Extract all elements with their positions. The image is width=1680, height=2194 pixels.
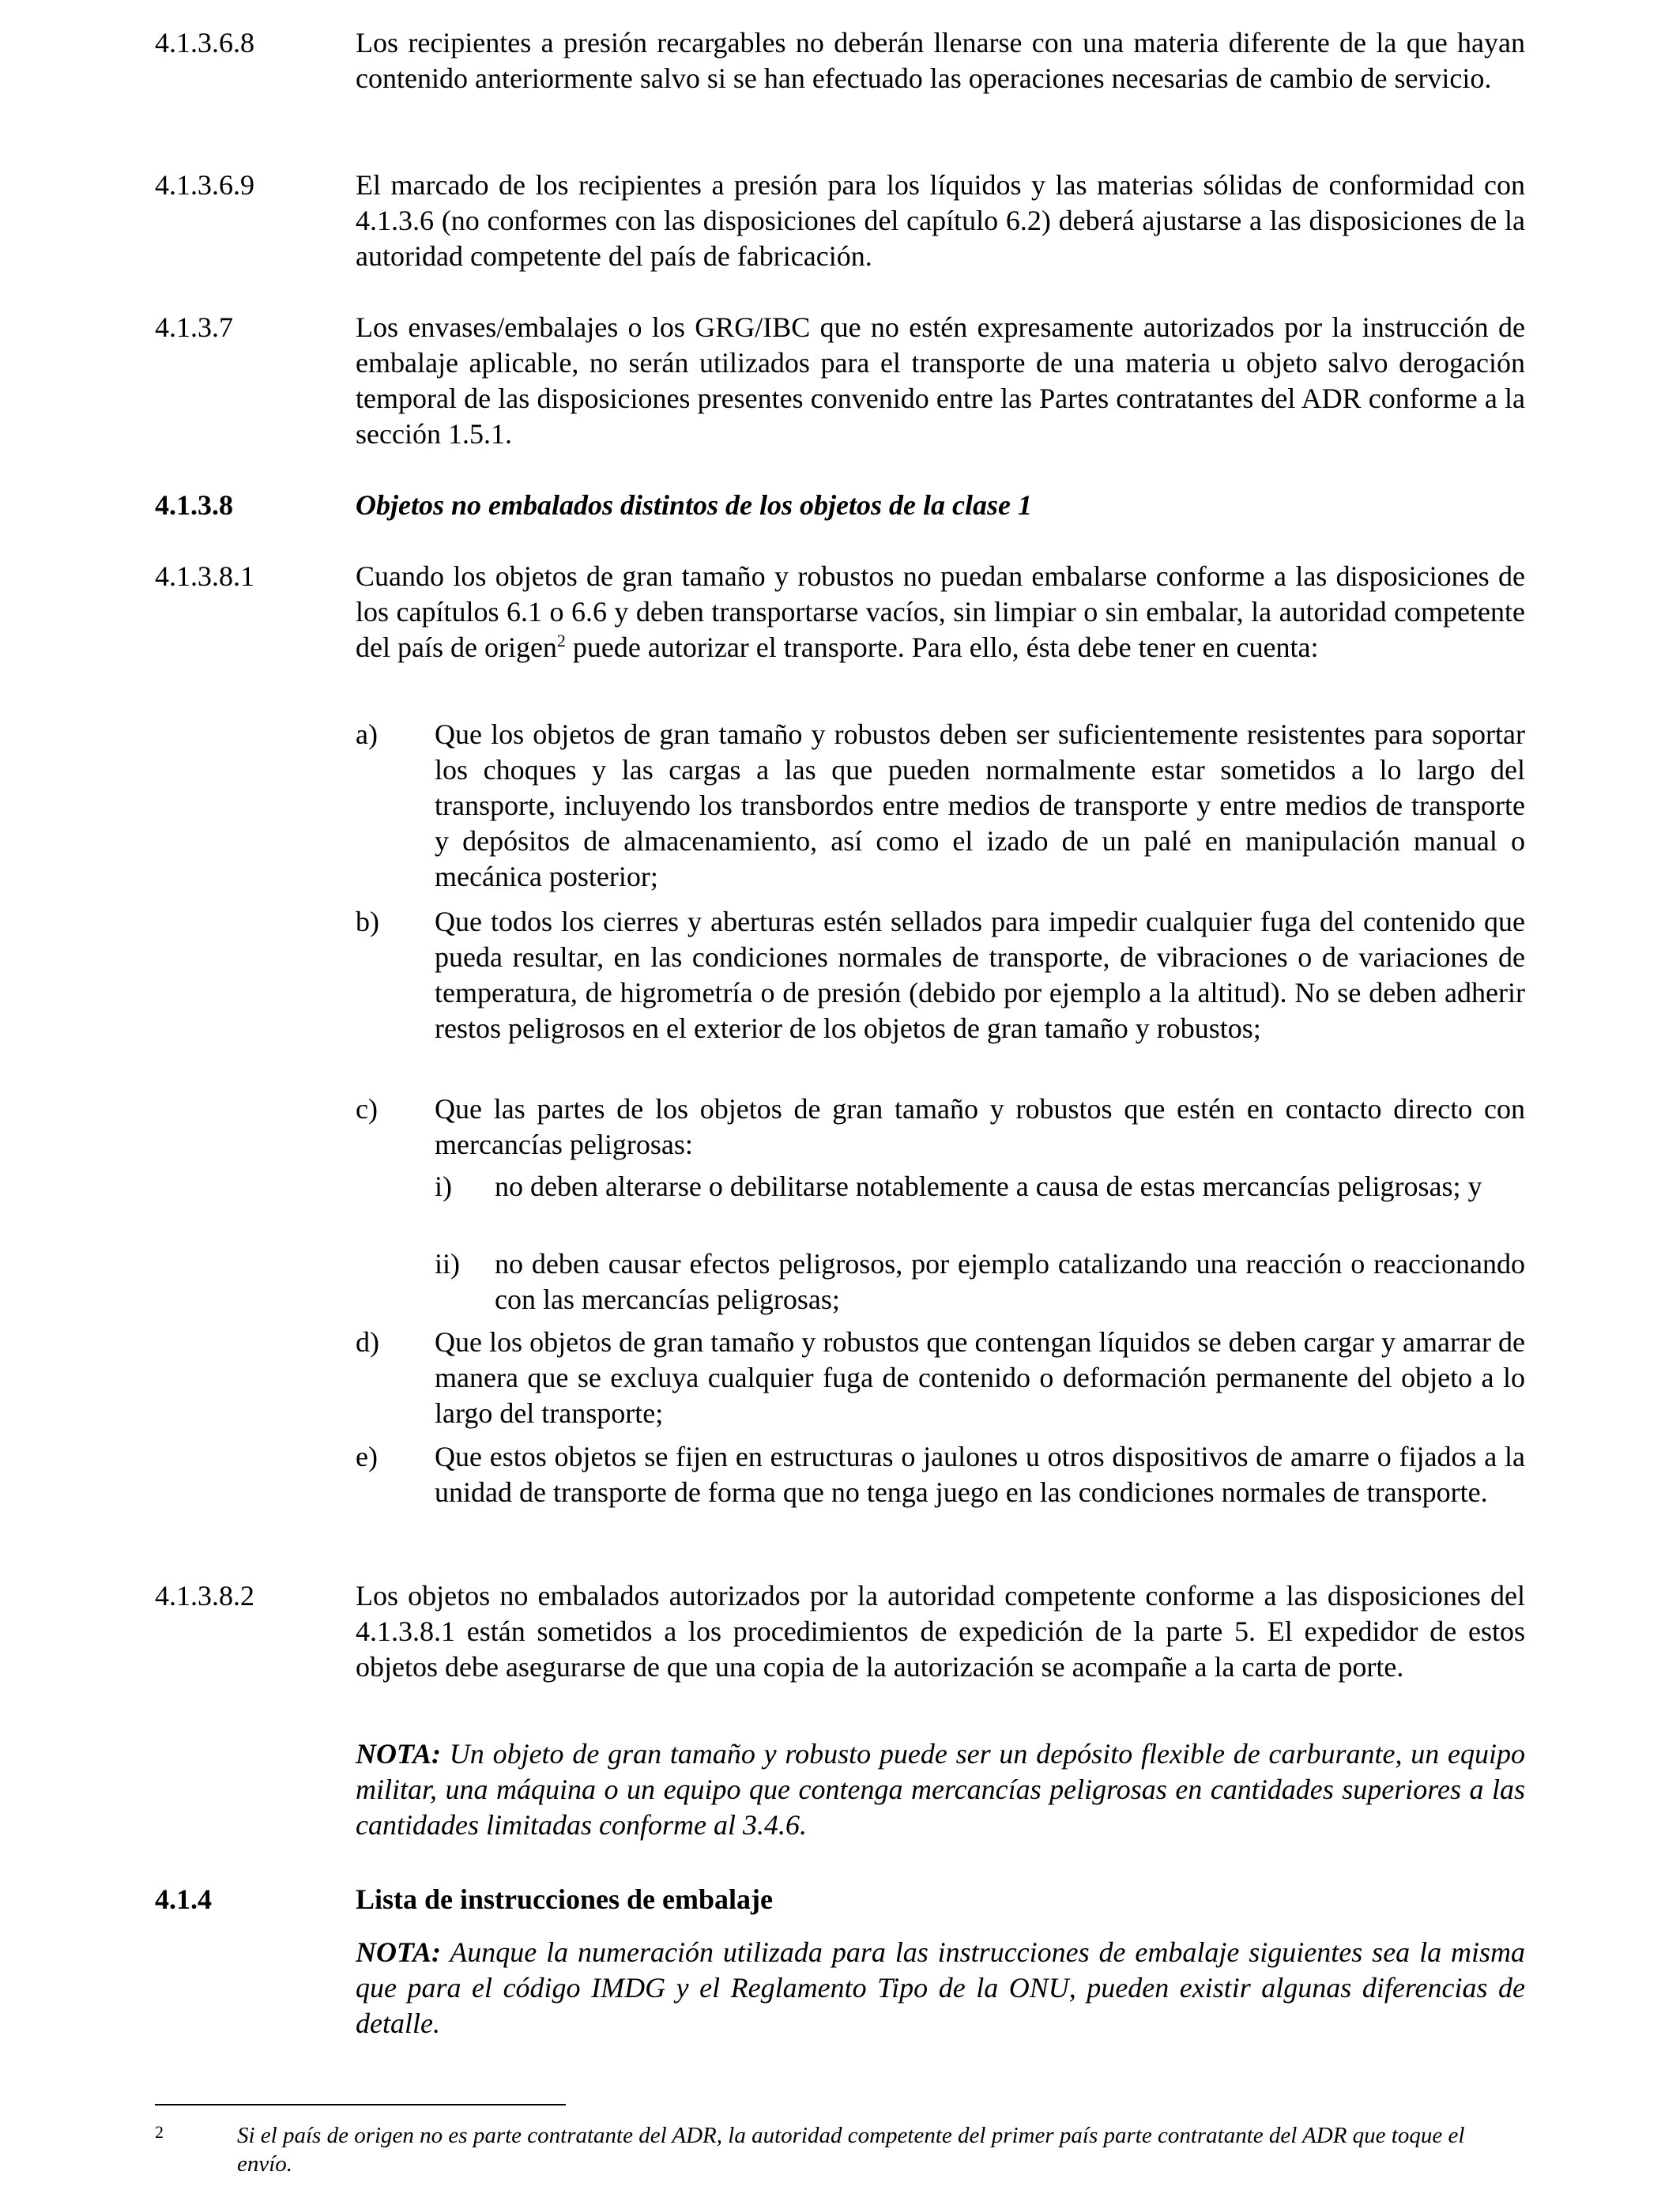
list-item-label: e): [356, 1441, 378, 1472]
paragraph-number: 4.1.3.7: [155, 311, 233, 343]
paragraph-text: Los objetos no embalados autorizados por la autoridad competente conforme a las disposiciones del 4.1.3.8.1 están sometidos a los procedimientos de expedición de la parte 5. El expedidor de estos objetos debe asegurarse de que una copia de la autorización se acompañe a la carta de porte.: [356, 1580, 1525, 1683]
footnote-mark: 2: [155, 2122, 164, 2142]
list-item-label: c): [356, 1093, 378, 1125]
list-item-text: Que los objetos de gran tamaño y robustos que contengan líquidos se deben cargar y amarrar de manera que se excluya cualquier fuga de contenido o deformación permanente del objeto a lo largo del transporte;: [435, 1326, 1525, 1429]
heading-title: Lista de instrucciones de embalaje: [356, 1883, 773, 1915]
list-item-label: b): [356, 906, 379, 937]
paragraph-number: 4.1.3.6.8: [155, 27, 254, 58]
note-text: Aunque la numeración utilizada para las instrucciones de embalaje siguientes sea la misma que para el código IMDG y el Reglamento Tipo de la ONU, pueden existir algunas diferencias de detalle.: [356, 1936, 1525, 2039]
list-item-label: a): [356, 718, 378, 750]
paragraph-text: El marcado de los recipientes a presión para los líquidos y las materias sólidas de conformidad con 4.1.3.6 (no conformes con las disposiciones del capítulo 6.2) deberá ajustarse a las disposiciones de la autoridad competente del país de fabricación.: [356, 169, 1525, 272]
paragraph-text-part-1: Cuando los objetos de gran tamaño y robustos no puedan embalarse conforme a las disposiciones de los capítulos 6.1 o 6.6 y deben transportarse vacíos, sin limpiar o sin embalar, la autoridad competente del país de origen: [356, 560, 1525, 663]
list-item-text: Que las partes de los objetos de gran tamaño y robustos que estén en contacto directo con mercancías peligrosas:: [435, 1093, 1525, 1160]
paragraph-text: Los recipientes a presión recargables no deberán llenarse con una materia diferente de la que hayan contenido anteriormente salvo si se han efectuado las operaciones necesarias de cambio de servicio.: [356, 27, 1525, 94]
paragraph-number: 4.1.3.8.2: [155, 1580, 254, 1612]
list-item-label: d): [356, 1326, 379, 1358]
list-item-text: Que estos objetos se fijen en estructuras o jaulones u otros dispositivos de amarre o fijados a la unidad de transporte de forma que no tenga juego en las condiciones normales de transporte.: [435, 1441, 1525, 1508]
sub-item-label: i): [435, 1171, 452, 1202]
footnote-reference[interactable]: 2: [556, 631, 566, 650]
footnote-separator: [155, 2104, 566, 2105]
sub-item-text: no deben causar efectos peligrosos, por ejemplo catalizando una reacción o reaccionando con las mercancías peligrosas;: [495, 1248, 1525, 1315]
note: [356, 1935, 1525, 2041]
footnote-text: Si el país de origen no es parte contratante del ADR, la autoridad competente del primer país parte contratante del ADR que toque el envío.: [237, 2123, 1465, 2177]
note: [356, 1736, 1525, 1843]
heading-number: 4.1.3.8: [155, 489, 233, 521]
paragraph-text-part-2: puede autorizar el transporte. Para ello, ésta debe tener en cuenta:: [565, 631, 1319, 663]
paragraph-text: Los envases/embalajes o los GRG/IBC que no estén expresamente autorizados por la instrucción de embalaje aplicable, no serán utilizados para el transporte de una materia u objeto salvo derogación temporal de las disposiciones presentes convenido entre las Partes contratantes del ADR conforme a la sección 1.5.1.: [356, 311, 1525, 450]
note-text: Un objeto de gran tamaño y robusto puede ser un depósito flexible de carburante, un equipo militar, una máquina o un equipo que contenga mercancías peligrosas en cantidades superiores a las cantidades limitadas conforme al 3.4.6.: [356, 1738, 1525, 1841]
heading-number: 4.1.4: [155, 1883, 212, 1915]
paragraph-number: 4.1.3.6.9: [155, 169, 254, 201]
list-item-text: Que todos los cierres y aberturas estén sellados para impedir cualquier fuga del contenido que pueda resultar, en las condiciones normales de transporte, de vibraciones o de variaciones de temperatura, de higrometría o de presión (debido por ejemplo a la altitud). No se deben adherir restos peligrosos en el exterior de los objetos de gran tamaño y robustos;: [435, 906, 1525, 1044]
heading-title: Objetos no embalados distintos de los objetos de la clase 1: [356, 489, 1032, 521]
sub-item-label: ii): [435, 1248, 460, 1280]
sub-item-text: no deben alterarse o debilitarse notablemente a causa de estas mercancías peligrosas; y: [495, 1171, 1482, 1202]
list-item-text: Que los objetos de gran tamaño y robustos deben ser suficientemente resistentes para soportar los choques y las cargas a las que pueden normalmente estar sometidos a lo largo del transporte, incluyendo los transbordos entre medios de transporte y entre medios de transporte y depósitos de almacenamiento, así como el izado de un palé en manipulación manual o mecánica posterior;: [435, 718, 1525, 892]
paragraph-text: [356, 559, 1525, 665]
paragraph-number: 4.1.3.8.1: [155, 560, 254, 592]
note-label: NOTA:: [356, 1936, 441, 1968]
note-label: NOTA:: [356, 1738, 441, 1770]
